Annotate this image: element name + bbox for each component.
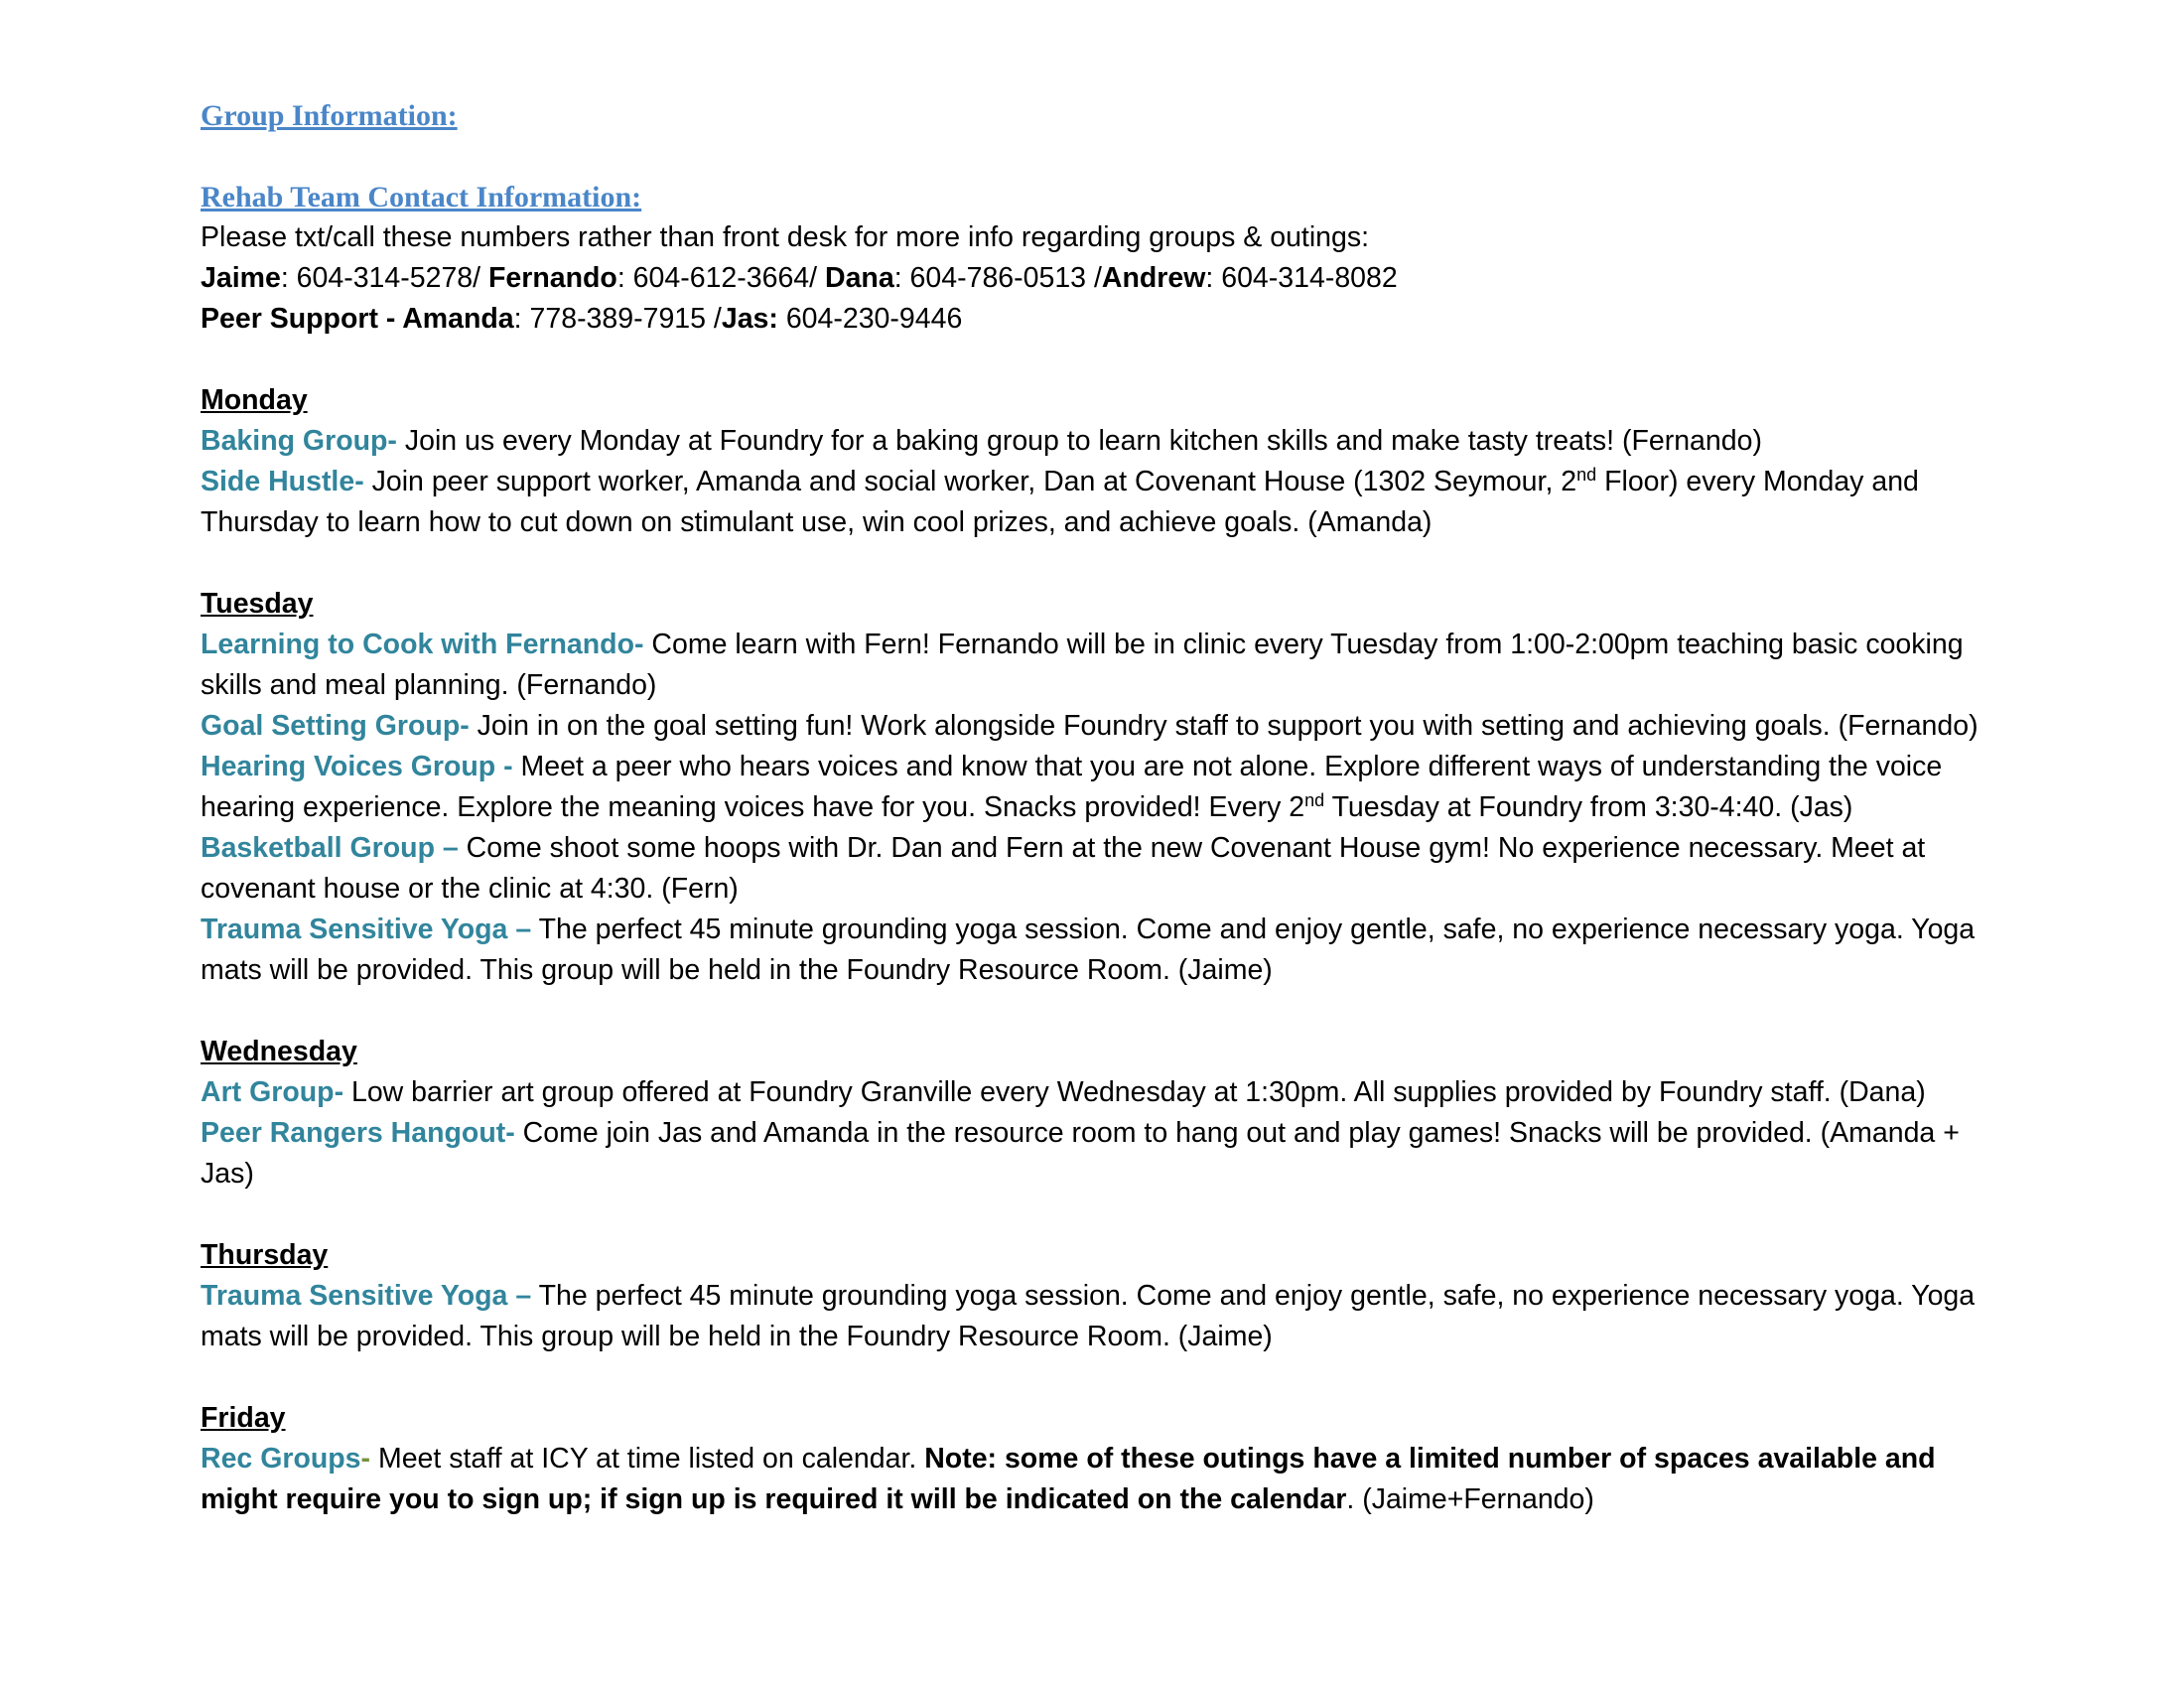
day-heading-thursday: Thursday	[201, 1239, 329, 1271]
group-name: Peer Rangers Hangout-	[201, 1117, 515, 1149]
group-entry	[201, 910, 2017, 991]
contact-intro: Please txt/call these numbers rather than front desk for more info regarding groups & outings:	[201, 221, 1370, 253]
contact-sep: :	[616, 262, 633, 294]
group-name: Goal Setting Group-	[201, 710, 470, 742]
group-name: Hearing Voices Group -	[201, 751, 513, 782]
contact-number: 604-230-9446	[785, 303, 963, 335]
contact-sep: :	[280, 262, 297, 294]
group-entry	[201, 1113, 2017, 1195]
contact-number: 604-612-3664/	[632, 262, 825, 294]
group-name: Basketball Group –	[201, 832, 459, 864]
contact-name: Dana	[825, 262, 894, 294]
group-description: Meet staff at ICY at time listed on calendar.	[370, 1443, 925, 1475]
group-description: Join peer support worker, Amanda and social worker, Dan at Covenant House (1302 Seymour, 2	[363, 466, 1577, 497]
group-description: The perfect 45 minute grounding yoga session. Come and enjoy gentle, safe, no experience necessary yoga. Yoga mats will be provided. This group will be held in the Foundry Resource Room. (Jaime)	[201, 1280, 1976, 1352]
group-name: Trauma Sensitive Yoga –	[201, 914, 532, 945]
contact-sep: :	[1205, 262, 1222, 294]
group-entry	[201, 1439, 2017, 1520]
contact-number: 604-314-8082	[1221, 262, 1398, 294]
group-entry	[201, 625, 2017, 706]
day-heading-monday: Monday	[201, 384, 308, 416]
superscript: nd	[1304, 790, 1325, 810]
contact-line-2	[201, 299, 2027, 340]
group-description: The perfect 45 minute grounding yoga session. Come and enjoy gentle, safe, no experience necessary yoga. Yoga mats will be provided. This group will be held in the Foundry Resource Room. (Jaime)	[201, 914, 1976, 986]
group-description: Come shoot some hoops with Dr. Dan and Fern at the new Covenant House gym! No experience necessary. Meet at covenant house or the clinic at 4:30. (Fern)	[201, 832, 1926, 905]
contact-number: 604-786-0513 /	[909, 262, 1102, 294]
group-description: Meet a peer who hears voices and know that you are not alone. Explore different ways of understanding the voice hearing experience. Explore the meaning voices have for you. Snacks provided! Every 2	[201, 751, 1943, 823]
group-description: Join in on the goal setting fun! Work alongside Foundry staff to support you with setting and achieving goals. (Fernando)	[469, 710, 1979, 742]
superscript: nd	[1576, 465, 1597, 485]
document-page	[201, 95, 2027, 1520]
contact-name: Jas:	[721, 303, 778, 335]
day-heading-wednesday: Wednesday	[201, 1036, 357, 1067]
group-information-heading: Group Information:	[201, 99, 458, 132]
contact-name: Jaime	[201, 262, 281, 294]
group-entry	[201, 1276, 2017, 1357]
group-description: Come learn with Fern! Fernando will be in clinic every Tuesday from 1:00-2:00pm teaching basic cooking skills and meal planning. (Fernando)	[201, 629, 1964, 701]
group-name: Trauma Sensitive Yoga –	[201, 1280, 532, 1312]
group-name: Baking Group-	[201, 425, 397, 457]
group-name: Side Hustle-	[201, 466, 364, 497]
contact-sep: :	[893, 262, 910, 294]
group-name-dash: -	[360, 1443, 371, 1475]
group-entry	[201, 1072, 2017, 1113]
group-entry	[201, 828, 2017, 910]
group-description: Low barrier art group offered at Foundry Granville every Wednesday at 1:30pm. All supplies provided by Foundry staff. (Dana)	[343, 1076, 1926, 1108]
group-entry	[201, 706, 2017, 747]
group-description: Join us every Monday at Foundry for a baking group to learn kitchen skills and make tasty treats! (Fernando)	[396, 425, 1762, 457]
group-name: Art Group-	[201, 1076, 344, 1108]
contact-number: 604-314-5278/	[296, 262, 488, 294]
contact-sep	[778, 303, 786, 335]
contact-heading: Rehab Team Contact Information:	[201, 181, 642, 213]
group-entry	[201, 747, 2017, 828]
group-entry	[201, 421, 2017, 462]
group-name: Rec Groups	[201, 1443, 361, 1475]
day-heading-friday: Friday	[201, 1402, 286, 1434]
group-note: Note: some of these outings have a limited number of spaces available and might require you to sign up; if sign up is required it will be indicated on the calendar	[201, 1443, 1936, 1515]
group-description-cont: Tuesday at Foundry from 3:30-4:40. (Jas)	[1324, 791, 1853, 823]
contact-name: Peer Support - Amanda	[201, 303, 514, 335]
group-description-cont: Floor) every Monday and Thursday to learn how to cut down on stimulant use, win cool prizes, and achieve goals. (Amanda)	[201, 466, 1919, 538]
contact-number: 778-389-7915 /	[529, 303, 722, 335]
contact-name: Andrew	[1101, 262, 1206, 294]
group-description-cont: . (Jaime+Fernando)	[1346, 1483, 1594, 1515]
group-name: Learning to Cook with Fernando-	[201, 629, 644, 660]
contact-line-1	[201, 258, 2027, 299]
group-description: Come join Jas and Amanda in the resource room to hang out and play games! Snacks will be provided. (Amanda + Jas)	[201, 1117, 1960, 1190]
group-entry	[201, 462, 2017, 543]
day-heading-tuesday: Tuesday	[201, 588, 314, 620]
contact-sep: :	[513, 303, 530, 335]
contact-name: Fernando	[487, 262, 617, 294]
